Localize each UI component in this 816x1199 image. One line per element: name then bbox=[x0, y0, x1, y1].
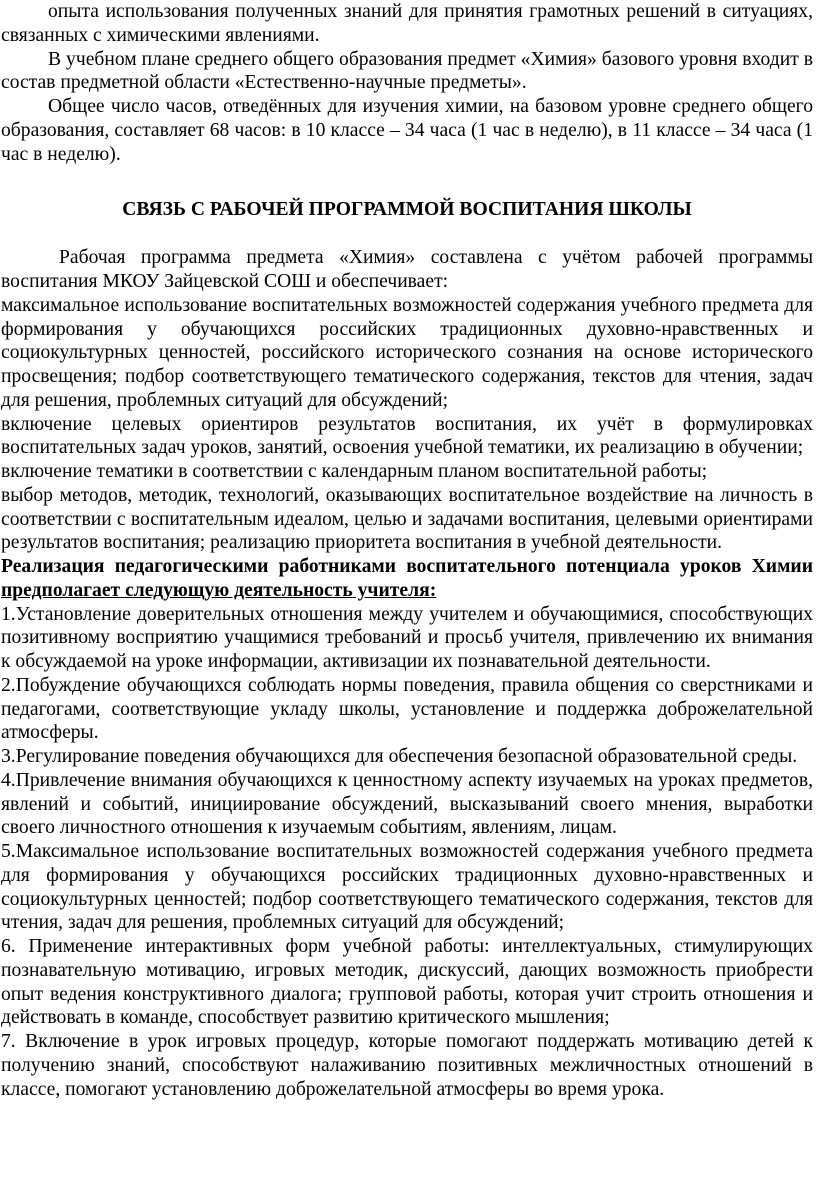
numbered-item: 3.Регулирование поведения обучающихся для обеспечения безопасной образовательной среды. bbox=[1, 746, 798, 767]
numbered-item: 6. Применение интерактивных форм учебной работы: интеллектуальных, стимулирующих познавательную мотивацию, игровых методик, дискуссий, дающих возможность приобрести опыт ведения конструктивного диалога; групповой работы, которая учит строить отношения и действовать в команде, способствует развитию критического мышления; bbox=[1, 936, 813, 1029]
bold-subheading-line-1: Реализация педагогическими работниками воспитательного потенциала уроков Химии bbox=[1, 556, 813, 577]
numbered-item: 7. Включение в урок игровых процедур, которые помогают поддержать мотивацию детей к получению знаний, способствуют налаживанию позитивных межличностных отношений в классе, помогают установлению доброжелательной атмосферы во время урока. bbox=[1, 1031, 813, 1100]
section-lead: Рабочая программа предмета «Химия» составлена с учётом рабочей программы воспитания МКОУ Зайцевской СОШ и обеспечивает: bbox=[1, 247, 813, 292]
list-item: максимальное использование воспитательных возможностей содержания учебного предмета для формирования у обучающихся российских традиционных духовно-нравственных и социокультурных ценностей, российского исторического сознания на основе исторического просвещения; подбор соответствующего тематического содержания, текстов для чтения, задач для решения, проблемных ситуаций для обсуждений; bbox=[1, 294, 813, 411]
numbered-item: 5.Максимальное использование воспитательных возможностей содержания учебного предмета для формирования у обучающихся российских традиционных духовно-нравственных и социокультурных ценностей; подбор соответствующего тематического содержания, текстов для чтения, задач для решения, проблемных ситуаций для обсуждений; bbox=[1, 841, 813, 934]
numbered-item: 1.Установление доверительных отношения между учителем и обучающимися, способствующих позитивному восприятию учащимися требований и просьб учителя, привлечению их внимания к обсуждаемой на уроке информации, активизации их познавательной деятельности. bbox=[1, 603, 813, 672]
document-page bbox=[1, 0, 813, 1101]
intro-paragraph-2: В учебном плане среднего общего образования предмет «Химия» базового уровня входит в состав предметной области «Естественно-научные предметы». bbox=[1, 48, 813, 94]
bold-subheading bbox=[1, 555, 813, 603]
intro-paragraph-1: опыта использования полученных знаний для принятия грамотных решений в ситуациях, связанных с химическими явлениями. bbox=[1, 1, 813, 46]
numbered-item: 4.Привлечение внимания обучающихся к ценностному аспекту изучаемых на уроках предметов, явлений и событий, инициирование обсуждений, высказываний своего мнения, выработки своего личностного отношения к изучаемым событиям, явлениям, лицам. bbox=[1, 769, 813, 839]
bold-subheading-line-2: предполагает следующую деятельность учителя: bbox=[1, 579, 437, 601]
numbered-item: 2.Побуждение обучающихся соблюдать нормы поведения, правила общения со сверстниками и педагогами, соответствующие укладу школы, установление и поддержка доброжелательной атмосферы. bbox=[1, 674, 813, 744]
section-heading: СВЯЗЬ С РАБОЧЕЙ ПРОГРАММОЙ ВОСПИТАНИЯ ШКОЛЫ bbox=[122, 199, 692, 221]
list-item: включение целевых ориентиров результатов воспитания, их учёт в формулировках воспитательных задач уроков, занятий, освоения учебной тематики, их реализацию в обучении; bbox=[1, 413, 813, 459]
intro-paragraph-3: Общее число часов, отведённых для изучения химии, на базовом уровне среднего общего образования, составляет 68 часов: в 10 классе – 34 часа (1 час в неделю), в 11 классе – 34 часа (1 час в неделю). bbox=[1, 96, 813, 165]
list-item: включение тематики в соответствии с календарным планом воспитательной работы; bbox=[1, 461, 708, 482]
list-item: выбор методов, методик, технологий, оказывающих воспитательное воздействие на личность в соответствии с воспитательным идеалом, целью и задачами воспитания, целевыми ориентирами результатов воспитания; реализацию приоритета воспитания в учебной деятельности. bbox=[1, 484, 813, 554]
